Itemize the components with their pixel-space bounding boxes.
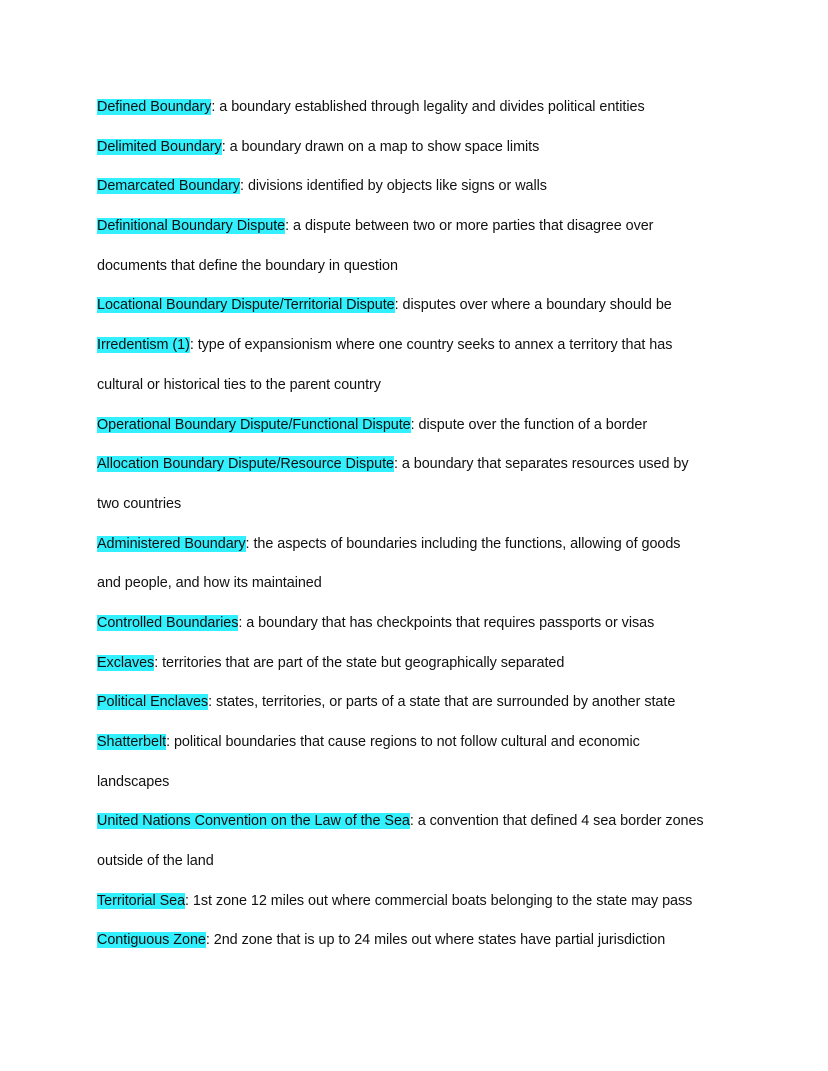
continuation-line — [97, 771, 797, 811]
definition-text: documents that define the boundary in question — [97, 257, 398, 274]
definition-text: two countries — [97, 495, 182, 512]
highlighted-term: Exclaves — [97, 654, 155, 671]
highlighted-term: Political Enclaves — [97, 694, 209, 711]
highlighted-term: Operational Boundary Dispute/Functional Dispute — [97, 416, 411, 433]
highlighted-term: Delimited Boundary — [97, 138, 222, 155]
highlighted-term: United Nations Convention on the Law of the Sea — [97, 813, 410, 830]
definition-text: and people, and how its maintained — [97, 575, 322, 592]
definition-line — [97, 294, 797, 334]
definition-line — [97, 652, 797, 692]
highlighted-term: Definitional Boundary Dispute — [97, 218, 286, 235]
highlighted-term: Shatterbelt — [97, 734, 167, 750]
definition-text: : type of expansionism where one country seeks to annex a territory that has — [189, 337, 673, 354]
document-page — [97, 96, 797, 969]
definition-text: : dispute over the function of a border — [410, 416, 648, 433]
highlighted-term: Defined Boundary — [97, 99, 212, 115]
continuation-line — [97, 374, 797, 414]
definition-text: : 1st zone 12 miles out where commercial boats belonging to the state may pass — [185, 892, 693, 909]
continuation-line — [97, 255, 797, 295]
continuation-line — [97, 572, 797, 612]
highlighted-term: Irredentism (1) — [97, 337, 190, 354]
highlighted-term: Territorial Sea — [97, 892, 186, 909]
definition-text: : disputes over where a boundary should be — [394, 297, 672, 314]
definition-text: landscapes — [97, 773, 170, 790]
highlighted-term: Locational Boundary Dispute/Territorial Dispute — [97, 297, 395, 314]
highlighted-term: Allocation Boundary Dispute/Resource Dispute — [97, 456, 394, 473]
definition-text: outside of the land — [97, 853, 214, 870]
definition-line — [97, 136, 797, 176]
definition-text: : a boundary established through legality and divides political entities — [211, 99, 645, 115]
highlighted-term: Controlled Boundaries — [97, 614, 239, 631]
definition-text: : a boundary that has checkpoints that requires passports or visas — [238, 614, 655, 631]
definition-text: : the aspects of boundaries including the functions, allowing of goods — [245, 535, 681, 552]
definition-text: : 2nd zone that is up to 24 miles out where states have partial jurisdiction — [205, 932, 666, 949]
definition-line — [97, 731, 797, 771]
definition-line — [97, 810, 797, 850]
definition-text: : states, territories, or parts of a state that are surrounded by another state — [208, 694, 676, 711]
definition-text: : a boundary that separates resources used by — [393, 456, 689, 473]
definition-text: cultural or historical ties to the parent country — [97, 376, 381, 393]
highlighted-term: Contiguous Zone — [97, 932, 206, 949]
definition-line — [97, 533, 797, 573]
definition-line — [97, 612, 797, 652]
definition-text: : a dispute between two or more parties that disagree over — [285, 218, 654, 235]
definition-line — [97, 890, 797, 930]
definition-line — [97, 215, 797, 255]
definition-text: : a boundary drawn on a map to show space limits — [221, 138, 540, 155]
definition-line — [97, 453, 797, 493]
definition-text: : political boundaries that cause regions to not follow cultural and economic — [166, 734, 640, 750]
definition-line — [97, 691, 797, 731]
continuation-line — [97, 850, 797, 890]
definition-line — [97, 334, 797, 374]
definition-line — [97, 175, 797, 215]
definition-text: : divisions identified by objects like signs or walls — [240, 178, 547, 195]
definition-text: : territories that are part of the state but geographically separated — [154, 654, 565, 671]
definition-text: : a convention that defined 4 sea border zones — [409, 813, 704, 830]
definition-line — [97, 414, 797, 454]
highlighted-term: Administered Boundary — [97, 535, 246, 552]
highlighted-term: Demarcated Boundary — [97, 178, 241, 195]
definition-line — [97, 96, 797, 136]
continuation-line — [97, 493, 797, 533]
definition-line — [97, 929, 797, 969]
